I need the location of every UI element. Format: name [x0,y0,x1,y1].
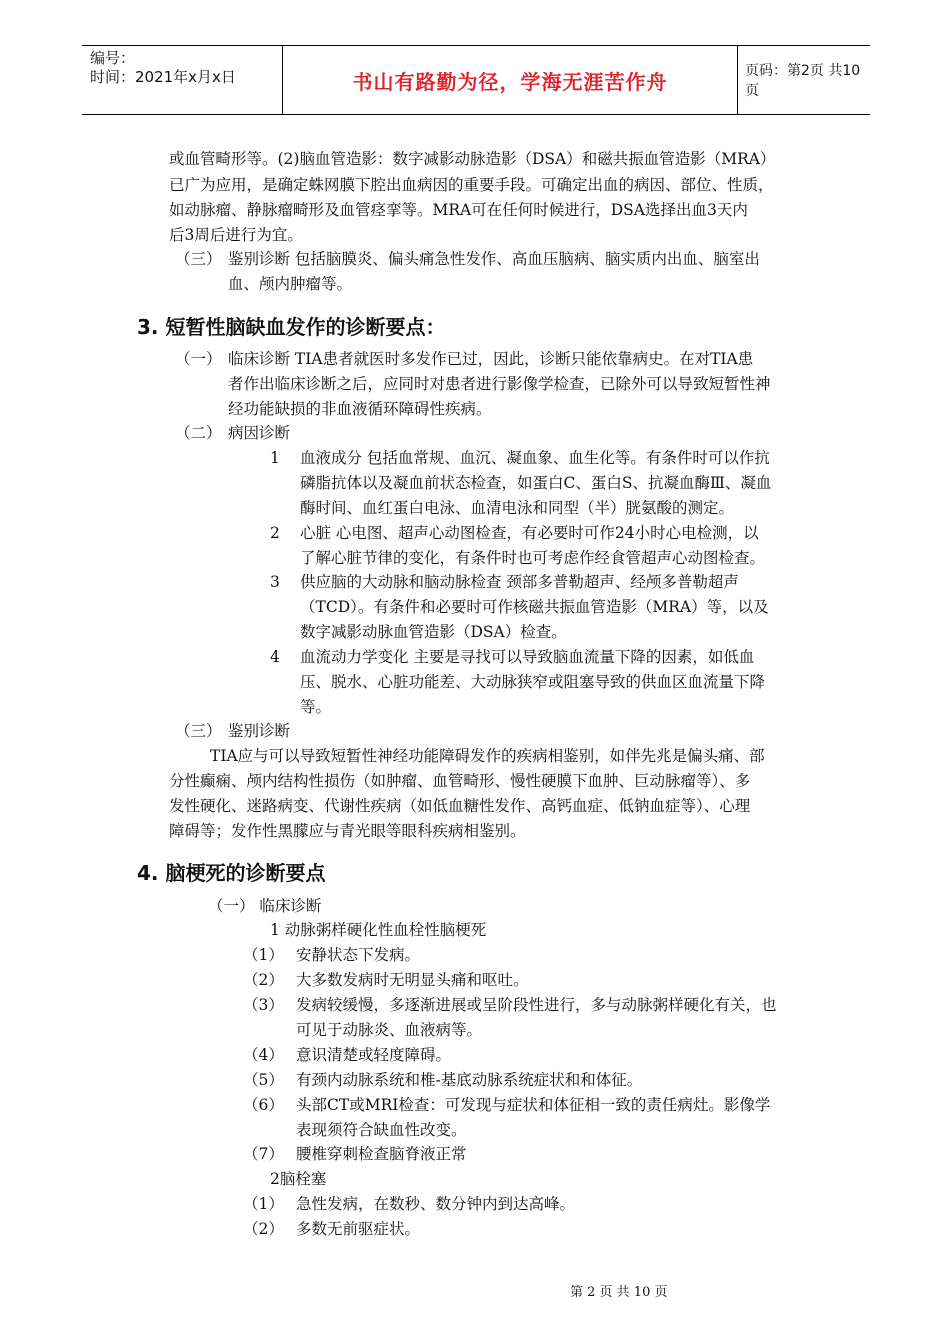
text-line: 经功能缺损的非血液循环障碍性疾病。 [228,400,492,418]
page-footer: 第 2 页 共 10 页 [570,1285,668,1300]
text-line: 已广为应用，是确定蛛网膜下腔出血病因的重要手段。可确定出血的病因、部位、性质， [169,176,774,194]
list-number: 4 [270,648,280,666]
section-heading-3: 3. 短暂性脑缺血发作的诊断要点： [137,315,446,339]
text-line: 如动脉瘤、静脉瘤畸形及血管痉挛等。MRA可在任何时候进行，DSA选择出血3天内 [169,201,748,219]
text-line: 有颈内动脉系统和椎-基底动脉系统症状和和体征。 [296,1071,643,1089]
doc-date-label: 时间：2021年x月x日 [90,68,236,86]
list-number: （三） [175,722,222,740]
list-number: （三） [175,250,222,268]
text-line: 了解心脏节律的变化，有条件时也可考虑作经食管超声心动图检查。 [300,549,766,567]
list-number: （7） [243,1145,284,1163]
list-number: （5） [243,1071,284,1089]
list-number: （二） [175,424,222,442]
list-number: 1 [270,449,280,467]
text-line: 供应脑的大动脉和脑动脉检查 颈部多普勒超声、经颅多普勒超声 [300,573,739,591]
header-motto-cell [282,46,738,114]
text-line: 病因诊断 [228,424,291,442]
text-line: 压、脱水、心脏功能差、大动脉狭窄或阻塞导致的供血区血流量下降 [300,673,766,691]
text-line: 后3周后进行为宜。 [169,226,303,244]
section-heading-4: 4. 脑梗死的诊断要点 [137,861,326,885]
page-header [82,45,870,115]
list-number: （6） [243,1096,284,1114]
text-line: 鉴别诊断 包括脑膜炎、偏头痛急性发作、高血压脑病、脑实质内出血、脑室出 [228,250,760,268]
text-line: （一） 临床诊断 [208,897,322,915]
doc-code-label: 编号： [90,49,136,67]
text-line: 头部CT或MRI检查：可发现与症状和体征相一致的责任病灶。影像学 [296,1096,771,1114]
list-number: （一） [175,350,222,368]
text-line: 障碍等；发作性黑朦应与青光眼等眼科疾病相鉴别。 [169,822,526,840]
text-line: 发性硬化、迷路病变、代谢性疾病（如低血糖性发作、高钙血症、低钠血症等）、心理 [169,797,751,815]
header-motto: 书山有路勤为径，学海无涯苦作舟 [352,69,668,94]
list-number: （2） [243,971,284,989]
list-number: 3 [270,573,280,591]
text-line: 鉴别诊断 [228,722,291,740]
text-line: 血流动力学变化 主要是寻找可以导致脑血流量下降的因素，如低血 [300,648,755,666]
header-meta [82,46,282,114]
text-line: 发病较缓慢，多逐渐进展或呈阶段性进行，多与动脉粥样硬化有关，也 [296,996,777,1014]
text-line: 等。 [300,698,332,716]
text-line: 临床诊断 TIA患者就医时多发作已过，因此，诊断只能依靠病史。在对TIA患 [228,350,754,368]
text-line: 酶时间、血红蛋白电泳、血清电泳和同型（半）胱氨酸的测定。 [300,499,735,517]
text-line: 者作出临床诊断之后，应同时对患者进行影像学检查，已除外可以导致短暂性神 [228,375,771,393]
text-line: 可见于动脉炎、血液病等。 [296,1021,483,1039]
text-line: 2脑栓塞 [270,1170,327,1188]
list-number: 2 [270,524,280,542]
text-line: 血液成分 包括血常规、血沉、凝血象、血生化等。有条件时可以作抗 [300,449,770,467]
text-line: 血、颅内肿瘤等。 [228,275,353,293]
text-line: 1 动脉粥样硬化性血栓性脑梗死 [270,921,487,939]
text-line: 分性癫痫、颅内结构性损伤（如肿瘤、血管畸形、慢性硬膜下血肿、巨动脉瘤等）、多 [169,772,751,790]
text-line: 多数无前驱症状。 [296,1220,421,1238]
text-line: 腰椎穿刺检查脑脊液正常 [296,1145,467,1163]
list-number: （2） [243,1220,284,1238]
header-page-info: 页码：第2页 共10页 [745,63,861,99]
text-line: 表现须符合缺血性改变。 [296,1121,467,1139]
text-line: （TCD）。有条件和必要时可作核磁共振血管造影（MRA）等，以及 [300,598,769,616]
list-number: （1） [243,1195,284,1213]
list-number: （4） [243,1046,284,1064]
text-line: 大多数发病时无明显头痛和呕吐。 [296,971,529,989]
text-line: 心脏 心电图、超声心动图检查，有必要时可作24小时心电检测，以 [300,524,759,542]
text-line: 意识清楚或轻度障碍。 [296,1046,452,1064]
text-line: 数字减影动脉血管造影（DSA）检查。 [300,623,567,641]
text-line: 磷脂抗体以及凝血前状态检查，如蛋白C、蛋白S、抗凝血酶Ⅲ、凝血 [300,474,772,492]
text-line: 或血管畸形等。(2)脑血管造影：数字减影动脉造影（DSA）和磁共振血管造影（MRA） [169,150,776,168]
list-number: （3） [243,996,284,1014]
text-line: TIA应与可以导致短暂性神经功能障碍发作的疾病相鉴别，如伴先兆是偏头痛、部 [210,747,765,765]
text-line: 急性发病，在数秒、数分钟内到达高峰。 [296,1195,576,1213]
list-number: （1） [243,946,284,964]
text-line: 安静状态下发病。 [296,946,421,964]
